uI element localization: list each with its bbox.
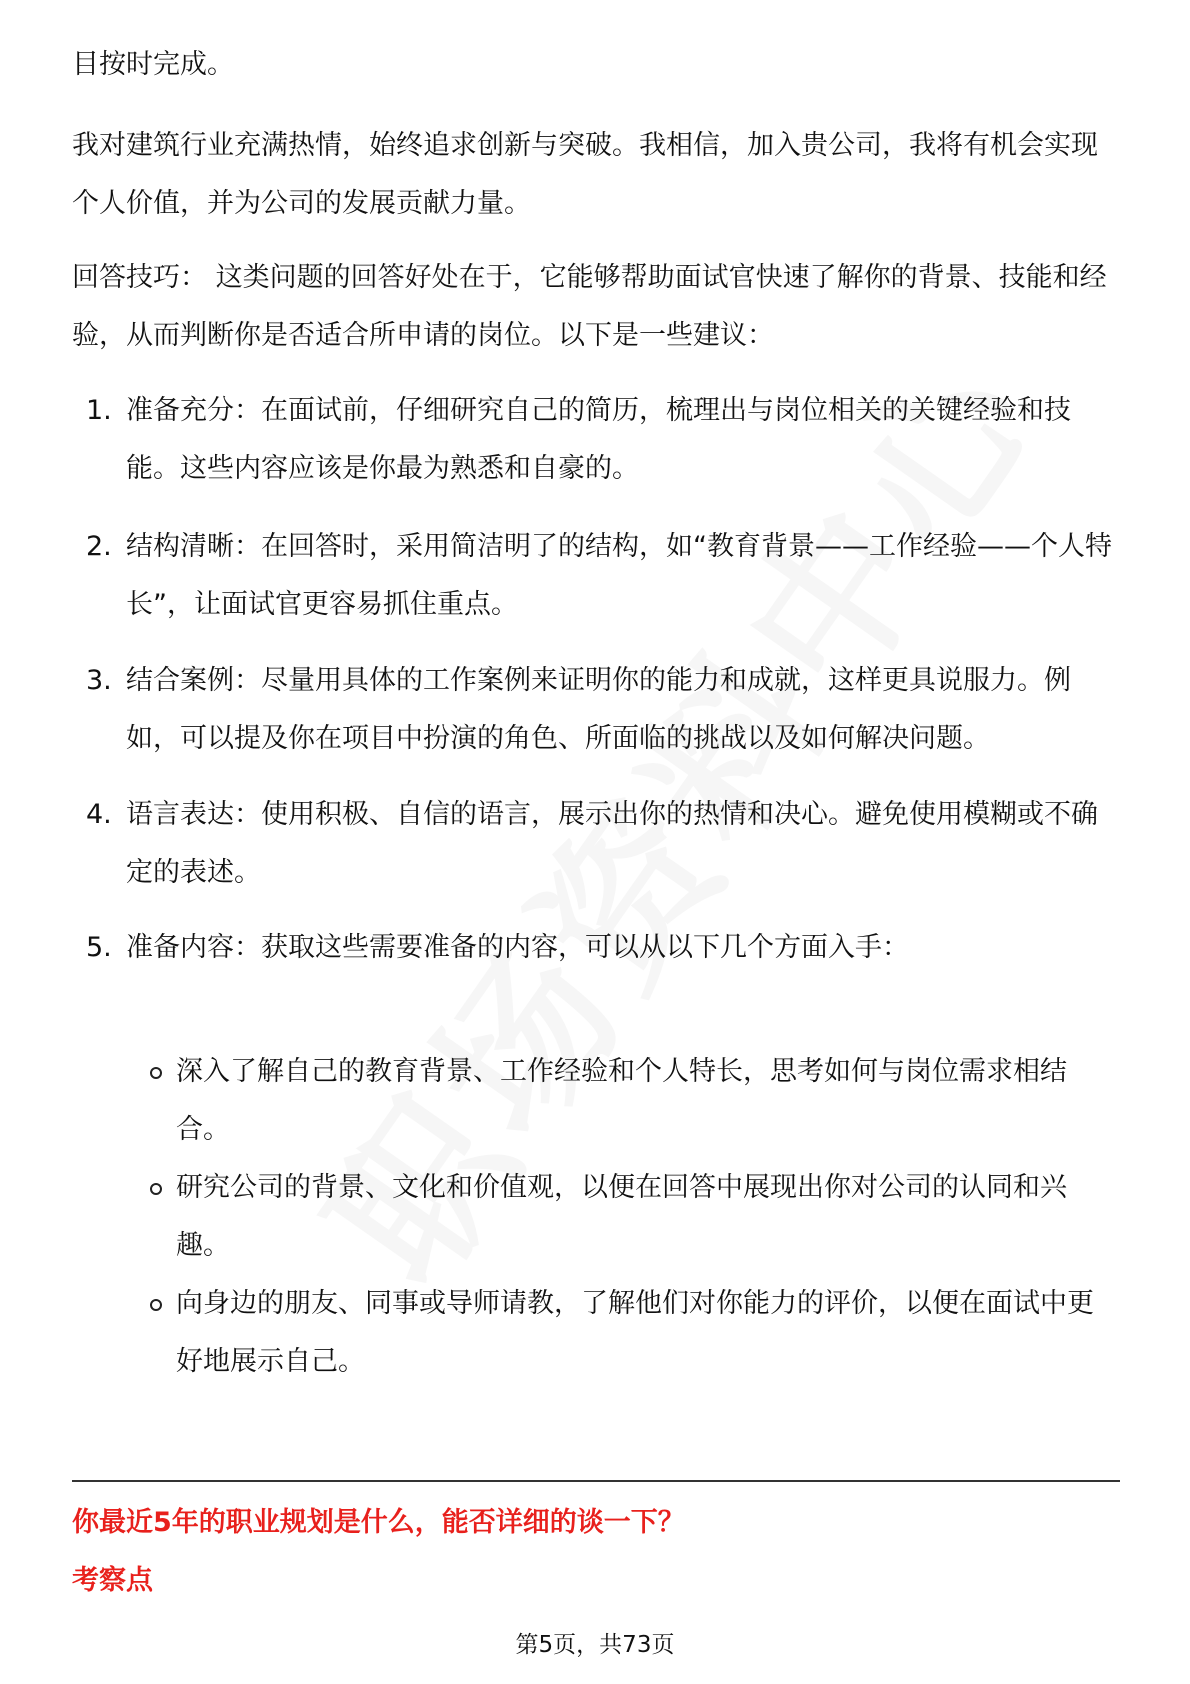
paragraph-passion: 我对建筑行业充满热情，始终追求创新与突破。我相信，加入贵公司，我将有机会实现个人价值，并为公司的发展贡献力量。 xyxy=(72,130,1098,219)
list-item-text: 语言表达：使用积极、自信的语言，展示出你的热情和决心。避免使用模糊或不确定的表述。 xyxy=(126,799,1098,888)
section-subheading: 考察点 xyxy=(72,1565,153,1596)
question-heading: 你最近5年的职业规划是什么，能否详细的谈一下？ xyxy=(72,1507,685,1538)
list-number: 3. xyxy=(86,665,112,696)
hollow-bullet-icon xyxy=(150,1183,162,1195)
hollow-bullet-icon xyxy=(150,1299,162,1311)
bullet-item-text: 研究公司的背景、文化和价值观，以便在回答中展现出你对公司的认同和兴趣。 xyxy=(176,1172,1067,1261)
bullet-item-text: 深入了解自己的教育背景、工作经验和个人特长，思考如何与岗位需求相结合。 xyxy=(176,1056,1067,1145)
list-item-text: 结构清晰：在回答时，采用简洁明了的结构，如“教育背景——工作经验——个人特长”，让面试官更容易抓住重点。 xyxy=(126,531,1112,620)
paragraph-answer-tips: 回答技巧： 这类问题的回答好处在于，它能够帮助面试官快速了解你的背景、技能和经验，从而判断你是否适合所申请的岗位。以下是一些建议： xyxy=(72,262,1107,351)
page-footer: 第5页，共73页 xyxy=(515,1632,675,1658)
list-number: 5. xyxy=(86,932,112,963)
hollow-bullet-icon xyxy=(150,1067,162,1079)
list-item-text: 准备充分：在面试前，仔细研究自己的简历，梳理出与岗位相关的关键经验和技能。这些内容应该是你最为熟悉和自豪的。 xyxy=(126,395,1071,484)
list-item-text: 准备内容：获取这些需要准备的内容，可以从以下几个方面入手： xyxy=(126,932,909,963)
bullet-item-text: 向身边的朋友、同事或导师请教，了解他们对你能力的评价，以便在面试中更好地展示自己。 xyxy=(176,1288,1094,1377)
paragraph-continuation: 目按时完成。 xyxy=(72,49,234,80)
list-number: 2. xyxy=(86,531,112,562)
list-number: 1. xyxy=(86,395,112,426)
section-divider xyxy=(72,1480,1120,1482)
list-number: 4. xyxy=(86,799,112,830)
list-item-text: 结合案例：尽量用具体的工作案例来证明你的能力和成就，这样更具说服力。例如，可以提及你在项目中扮演的角色、所面临的挑战以及如何解决问题。 xyxy=(126,665,1071,754)
